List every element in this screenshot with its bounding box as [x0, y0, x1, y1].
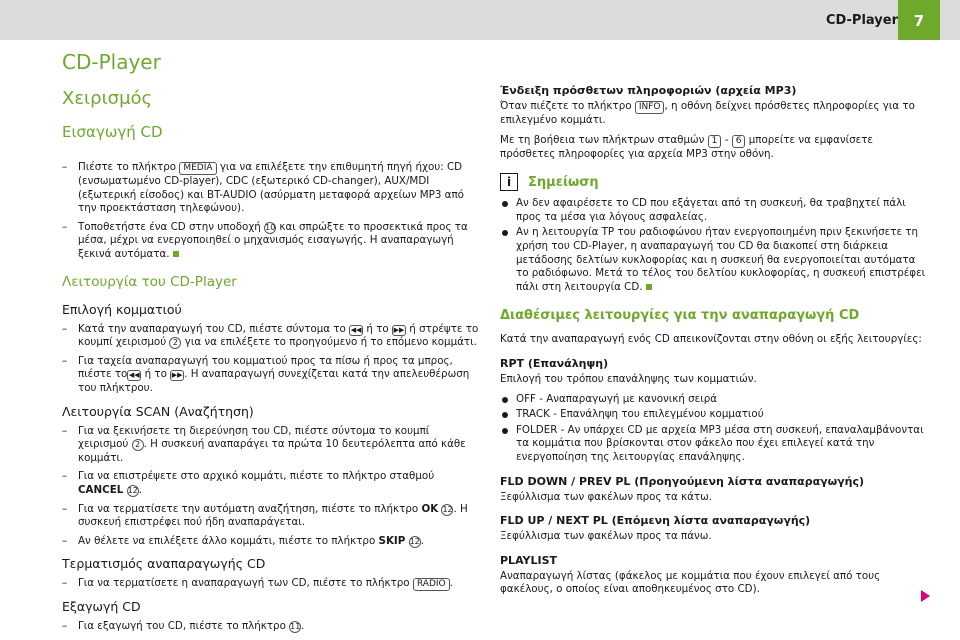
- running-header-title: CD-Player: [825, 13, 898, 28]
- list-item: – Τοποθετήστε ένα CD στην υποδοχή 10 και σπρώξτε το προσεκτικά προς τα μέσα, μέχρι να ενεργοποιηθεί ο μηχανισμός εισαγωγής. Η αναπαραγωγή ξεκινά αυτόματα.: [62, 221, 480, 262]
- stop-title: Τερματισμός αναπαραγωγής CD: [62, 556, 266, 572]
- function-title: Λειτουργία του CD-Player: [62, 273, 237, 290]
- playlist-title: PLAYLIST: [500, 553, 558, 567]
- list-item: Αν δεν αφαιρέσετε το CD που εξάγεται από τη συσκευή, θα τραβηχτεί πάλι προς τα μέσα για λόγους ασφαλείας.: [500, 197, 930, 224]
- rewind-key-icon: ◀◀: [350, 325, 362, 334]
- callout-12-icon: 12: [127, 485, 138, 495]
- scan-title: Λειτουργία SCAN (Αναζήτηση): [62, 403, 254, 419]
- list-item: – Για να τερματίσετε την αυτόματη αναζήτηση, πιέστε το πλήκτρο OK 12. Η συσκευή επιστρέφει πού ήδη αναπαράγεται.: [62, 503, 480, 530]
- header-band: [0, 0, 960, 40]
- fld-down-description: Ξεφύλλισμα των φακέλων προς τα κάτω.: [500, 490, 712, 503]
- rpt-list: [500, 393, 930, 465]
- rpt-description: Επιλογή του τρόπου επανάληψης των κομματιών.: [500, 372, 757, 385]
- chapter-title: CD-Player: [62, 50, 161, 74]
- callout-12-icon: 12: [409, 536, 420, 546]
- track-list: [62, 323, 480, 396]
- page-number: 7: [898, 0, 940, 40]
- track-select-title: Επιλογή κομματιού: [62, 301, 182, 317]
- list-item: – Αν θέλετε να επιλέξετε άλλο κομμάτι, πιέστε το πλήκτρο SKIP 12.: [62, 535, 480, 549]
- section-title: Χειρισμός: [62, 88, 153, 109]
- fld-up-title: FLD UP / NEXT PL (Επόμενη λίστα αναπαραγωγής): [500, 514, 811, 528]
- callout-12-icon: 12: [442, 504, 453, 514]
- list-item: – Για εξαγωγή του CD, πιέστε το πλήκτρο 11.: [62, 620, 480, 634]
- note-box: [500, 173, 930, 294]
- intro-title: Εισαγωγή CD: [62, 123, 163, 141]
- fld-up-description: Ξεφύλλισμα των φακέλων προς τα πάνω.: [500, 530, 712, 543]
- forward-key-icon: ▶▶: [171, 371, 183, 380]
- info-icon: i: [500, 173, 518, 191]
- note-header: [500, 173, 930, 191]
- list-item: – Για να επιστρέψετε στο αρχικό κομμάτι, πιέστε το πλήκτρο σταθμού CANCEL 12.: [62, 470, 480, 497]
- callout-11-icon: 11: [290, 622, 301, 632]
- playlist-description: Αναπαραγωγή λίστας (φάκελος με κομμάτια που έχουν επιλεγεί από τους φακέλους, ο οποίος είναι αποθηκευμένος στο CD).: [500, 569, 881, 596]
- list-item: – Πιέστε το πλήκτρο MEDIA για να επιλέξετε την επιθυμητή πηγή ήχου: CD (ενσωματωμένο CD-player), CDC (εξωτερικό CD-changer), AUX/MDI (εξωτερική είσοδος) και BT-AUDIO (ασύρματη μεταφορά αρχείων MP3 από την προεκτάσταση τηλεφώνου).: [62, 161, 480, 216]
- left-column: [62, 46, 480, 640]
- note-title: Σημείωση: [528, 174, 599, 190]
- callout-2-icon: 2: [169, 337, 181, 349]
- list-item: – Για να τερματίσετε η αναπαραγωγή των CD, πιέστε το πλήκτρο RADIO .: [62, 577, 480, 591]
- end-marker-icon: [173, 251, 179, 257]
- list-item: – Κατά την αναπαραγωγή του CD, πιέστε σύντομα το ◀◀ ή το ▶▶ ή στρέψτε το κουμπί χειρισμού 2 για να επιλέξετε το προηγούμενο ή το επόμενο κομμάτι.: [62, 323, 480, 350]
- list-item: FOLDER - Αν υπάρχει CD με αρχεία MP3 μέσα στη συσκευή, επαναλαμβάνονται τα κομμάτια που βρίσκονται στον φάκελο που έχει επιλεγεί κατά την ενεργοποίηση της λειτουργίας επανάληψης.: [500, 424, 930, 465]
- callout-2-icon: 2: [132, 439, 144, 451]
- media-key-icon: MEDIA: [179, 162, 216, 175]
- end-marker-icon: [646, 284, 652, 290]
- eject-list: [62, 620, 480, 634]
- stop-list: [62, 577, 480, 591]
- rewind-key-icon: ◀◀: [128, 371, 140, 380]
- fld-down-title: FLD DOWN / PREV PL (Προηγούμενη λίστα αναπαραγωγής): [500, 474, 865, 488]
- info-key-icon: INFO: [635, 101, 665, 114]
- note-list: [500, 197, 930, 294]
- forward-key-icon: ▶▶: [393, 325, 405, 334]
- list-item: Αν η λειτουργία TP του ραδιοφώνου ήταν ενεργοποιημένη πριν ξεκινήσετε τη χρήση του CD-Player, η αναπαραγωγή του CD θα διακοπεί στη διάρκεια μετάδοσης δελτίων κυκλοφορίας και η συσκευή θα ενεργοποιείται αυτόματα το ραδιόφωνο. Μετά το τέλος του δελτίου κυκλοφορίας, η συσκευή επιστρέφει πάλι στη λειτουργία CD.: [500, 226, 930, 294]
- mp3-info-paragraph: Όταν πιέζετε το πλήκτρο INFO , η οθόνη δείχνει πρόσθετες πληροφορίες για το επιλεγμένο κομμάτι.: [500, 100, 915, 126]
- eject-title: Εξαγωγή CD: [62, 599, 141, 615]
- modes-title: Διαθέσιμες λειτουργίες για την αναπαραγωγή CD: [500, 308, 860, 324]
- callout-10-icon: 10: [265, 222, 276, 232]
- mp3-info-title: Ένδειξη πρόσθετων πληροφοριών (αρχεία MP3): [500, 84, 797, 97]
- list-item: – Για να ξεκινήσετε τη διερεύνηση του CD, πιέστε σύντομα το κουμπί χειρισμού 2 . Η συσκευή αναπαράγει τα πρώτα 10 δευτερόλεπτα από κάθε κομμάτι.: [62, 425, 480, 466]
- preset-1-key-icon: 1: [708, 135, 722, 148]
- mp3-keys-paragraph: Με τη βοήθεια των πλήκτρων σταθμών 1 - 6 μπορείτε να εμφανίσετε πρόσθετες πληροφορίες για αρχεία MP3 στην οθόνη.: [500, 133, 873, 160]
- intro-list: [62, 161, 480, 262]
- scan-list: [62, 425, 480, 549]
- modes-intro: Κατά την αναπαραγωγή ενός CD απεικονίζονται στην οθόνη οι εξής λειτουργίες:: [500, 333, 922, 346]
- preset-6-key-icon: 6: [732, 135, 746, 148]
- next-page-arrow-icon: [921, 590, 930, 602]
- right-column: [500, 84, 930, 597]
- list-item: – Για ταχεία αναπαραγωγή του κομματιού προς τα πίσω ή προς τα μπρος, πιέστε το ◀◀ ή το ▶▶ . Η αναπαραγωγή συνεχίζεται κατά την απελευθέρωση του πλήκτρου.: [62, 355, 480, 396]
- list-item: OFF - Αναπαραγωγή με κανονική σειρά: [500, 393, 930, 407]
- radio-key-icon: RADIO: [413, 578, 450, 591]
- rpt-title: RPT (Επανάληψη): [500, 356, 609, 370]
- list-item: TRACK - Επανάληψη του επιλεγμένου κομματιού: [500, 408, 930, 422]
